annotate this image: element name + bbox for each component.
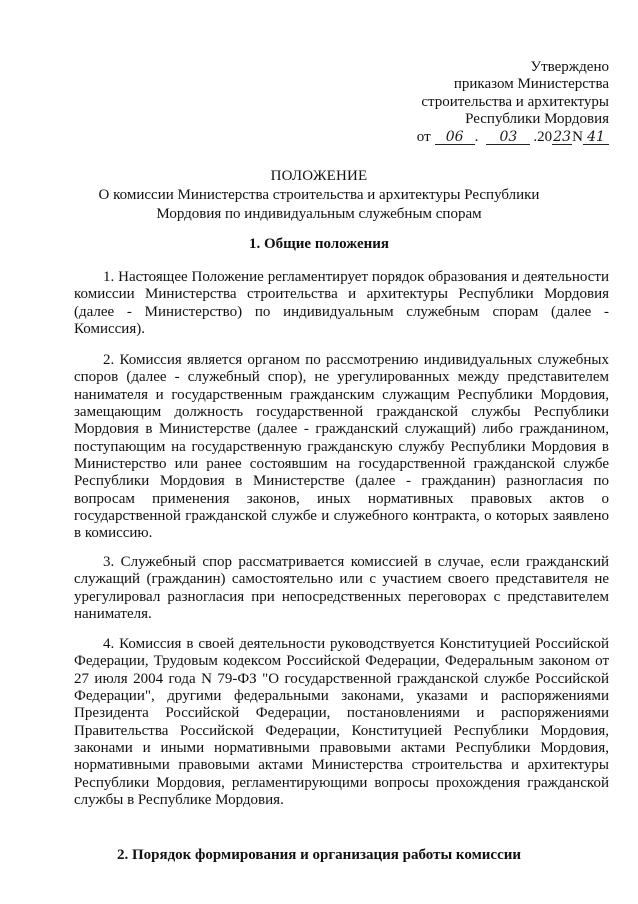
- document-heading: [40, 167, 598, 224]
- section-1-heading: 1. Общие положения: [248, 236, 390, 252]
- order-number-handwritten: 41: [583, 130, 609, 145]
- approval-line-2: приказом Министерства: [453, 76, 609, 93]
- paragraph-2: 2. Комиссия является органом по рассмотрению индивидуальных служебных споров (далее - служебный спор), не урегулированных между представителем нанимателя и государственным гражданским служащим Республики Мордовия, замещающим должность государственной гражданской службы Республики Мордовия в Министерстве (далее - гражданский служащий) либо гражданином, поступающим на государственную гражданскую службу Республики Мордовия в Министерство или ранее состоявшим на государственной гражданской службе Республики Мордовия в Министерстве (далее - гражданин) разногласия по вопросам применения законов, иных нормативных правовых актов о государственной гражданской службе и служебного контракта, о которых заявлено в комиссию.: [74, 352, 609, 542]
- order-number-label: N: [572, 128, 583, 145]
- paragraph-3: 3. Служебный спор рассматривается комиссией в случае, если гражданский служащий (гражданин) самостоятельно или с участием своего представителя не урегулировал разногласия при непосредственных переговорах с представителем нанимателя.: [74, 554, 609, 623]
- approval-line-4: Республики Мордовия: [465, 111, 609, 128]
- date-prefix: от: [416, 128, 431, 145]
- document-subtitle-line-1: О комиссии Министерства строительства и архитектуры Республики: [98, 187, 540, 203]
- approval-date-line: от 06 . 03 .2023N 41: [359, 129, 609, 146]
- paragraph-4: 4. Комиссия в своей деятельности руководствуется Конституцией Российской Федерации, Трудовым кодексом Российской Федерации, Федеральным законом от 27 июля 2004 года N 79-ФЗ "О государственной гражданской службе Российской Федерации", другими федеральными законами, указами и распоряжениями Президента Российской Федерации, постановлениями и распоряжениями Правительства Российской Федерации, Конституцией Республики Мордовия, законами и иными нормативными правовыми актами Республики Мордовия, нормативными правовыми актами Министерства строительства и архитектуры Республики Мордовия, регламентирующими вопросы прохождения гражданской службы в Республике Мордовия.: [74, 636, 609, 809]
- date-year-handwritten: 23: [553, 128, 572, 145]
- date-month-handwritten: 03: [486, 130, 530, 145]
- section-2-heading: 2. Порядок формирования и организация работы комиссии: [116, 847, 522, 863]
- document-subtitle-line-2: Мордовия по индивидуальным служебным спорам: [156, 206, 482, 222]
- approval-stamp: [359, 59, 609, 146]
- paragraph-1: 1. Настоящее Положение регламентирует порядок образования и деятельности комиссии Министерства строительства и архитектуры Республики Мордовия (далее - Министерство) по индивидуальным служебным спорам (далее - Комиссия).: [74, 269, 609, 338]
- document-title: ПОЛОЖЕНИЕ: [270, 168, 368, 184]
- date-year-prefix: .20: [533, 128, 553, 145]
- approval-line-1: Утверждено: [530, 59, 609, 75]
- approval-line-3: строительства и архитектуры: [421, 93, 609, 110]
- date-day-handwritten: 06: [435, 130, 475, 145]
